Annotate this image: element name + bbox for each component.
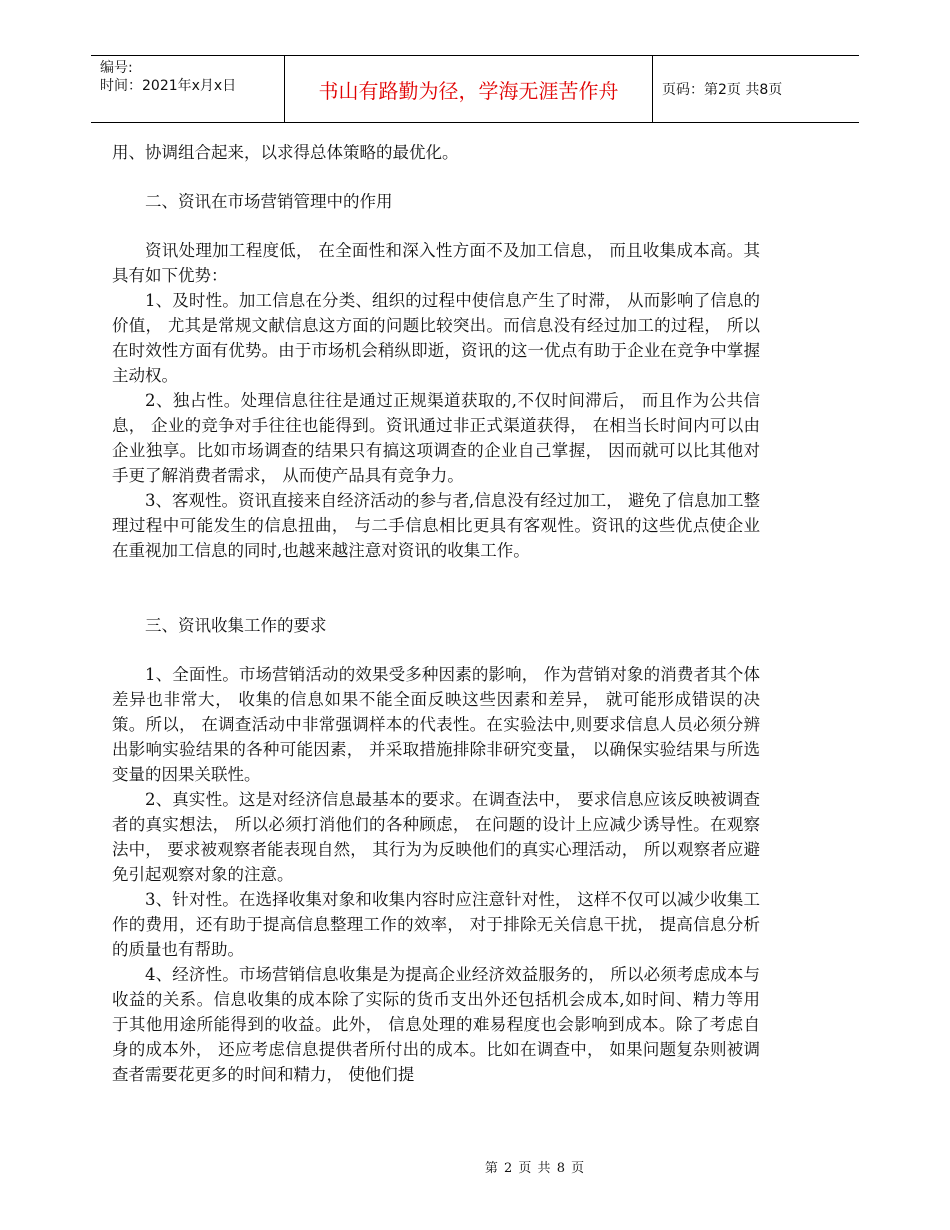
paragraph-continuation: 用、协调组合起来，以求得总体策略的最优化。 bbox=[112, 143, 459, 162]
list-item-authenticity: 2、真实性。这是对经济信息最基本的要求。在调查法中， 要求信息应该反映被调查者的真实想法， 所以必须打消他们的各种顾虑， 在问题的设计上应减少诱导性。在观察法中， 要求被观察者能表现自然， 其行为为反映他们的真实心理活动， 所以观察者应避免引起观察对象的注意。 bbox=[112, 790, 760, 884]
page-header bbox=[91, 55, 859, 123]
document-body bbox=[112, 140, 760, 1087]
document-number-label: 编号: bbox=[100, 60, 133, 76]
section-heading-2: 二、资讯在市场营销管理中的作用 bbox=[145, 192, 393, 211]
document-time: 时间：2021年x月x日 bbox=[100, 78, 237, 94]
list-item-exclusivity: 2、独占性。处理信息往往是通过正规渠道获取的,不仅时间滞后， 而且作为公共信息， 企业的竞争对手往往也能得到。资讯通过非正式渠道获得， 在相当长时间内可以由企业独享。比如市场调查的结果只有搞这项调查的企业自己掌握， 因而就可以比其他对手更了解消费者需求， 从而使产品具有竞争力。 bbox=[112, 391, 760, 485]
page-footer: 第 2 页 共 8 页 bbox=[484, 1161, 586, 1176]
list-item-objectivity: 3、客观性。资讯直接来自经济活动的参与者,信息没有经过加工， 避免了信息加工整理过程中可能发生的信息扭曲， 与二手信息相比更具有客观性。资讯的这些优点使企业在重视加工信息的同时,也越来越注意对资讯的收集工作。 bbox=[112, 491, 760, 560]
list-item-pertinence: 3、针对性。在选择收集对象和收集内容时应注意针对性， 这样不仅可以减少收集工作的费用，还有助于提高信息整理工作的效率， 对于排除无关信息干扰， 提高信息分析的质量也有帮助。 bbox=[112, 890, 760, 959]
header-page-info: 页码：第2页 共8页 bbox=[662, 82, 783, 98]
list-item-economy: 4、经济性。市场营销信息收集是为提高企业经济效益服务的， 所以必须考虑成本与收益的关系。信息收集的成本除了实际的货币支出外还包括机会成本,如时间、精力等用于其他用途所能得到的收益。此外， 信息处理的难易程度也会影响到成本。除了考虑自身的成本外， 还应考虑信息提供者所付出的成本。比如在调查中， 如果问题复杂则被调查者需要花更多的时间和精力， 使他们提 bbox=[112, 965, 760, 1084]
list-item-comprehensiveness: 1、全面性。市场营销活动的效果受多种因素的影响， 作为营销对象的消费者其个体差异也非常大， 收集的信息如果不能全面反映这些因素和差异， 就可能形成错误的决策。所以， 在调查活动中非常强调样本的代表性。在实验法中,则要求信息人员必须分辨出影响实验结果的各种可能因素， 并采取措施排除非研究变量， 以确保实验结果与所选变量的因果关联性。 bbox=[112, 665, 760, 784]
section-heading-3: 三、资讯收集工作的要求 bbox=[145, 616, 327, 635]
header-meta-cell bbox=[91, 56, 285, 122]
paragraph: 资讯处理加工程度低， 在全面性和深入性方面不及加工信息， 而且收集成本高。其具有如下优势： bbox=[112, 241, 760, 285]
list-item-timeliness: 1、及时性。加工信息在分类、组织的过程中使信息产生了时滞， 从而影响了信息的价值， 尤其是常规文献信息这方面的问题比较突出。而信息没有经过加工的过程， 所以在时效性方面有优势。由于市场机会稍纵即逝，资讯的这一优点有助于企业在竞争中掌握主动权。 bbox=[112, 291, 760, 385]
header-motto: 书山有路勤为径，学海无涯苦作舟 bbox=[285, 56, 653, 122]
